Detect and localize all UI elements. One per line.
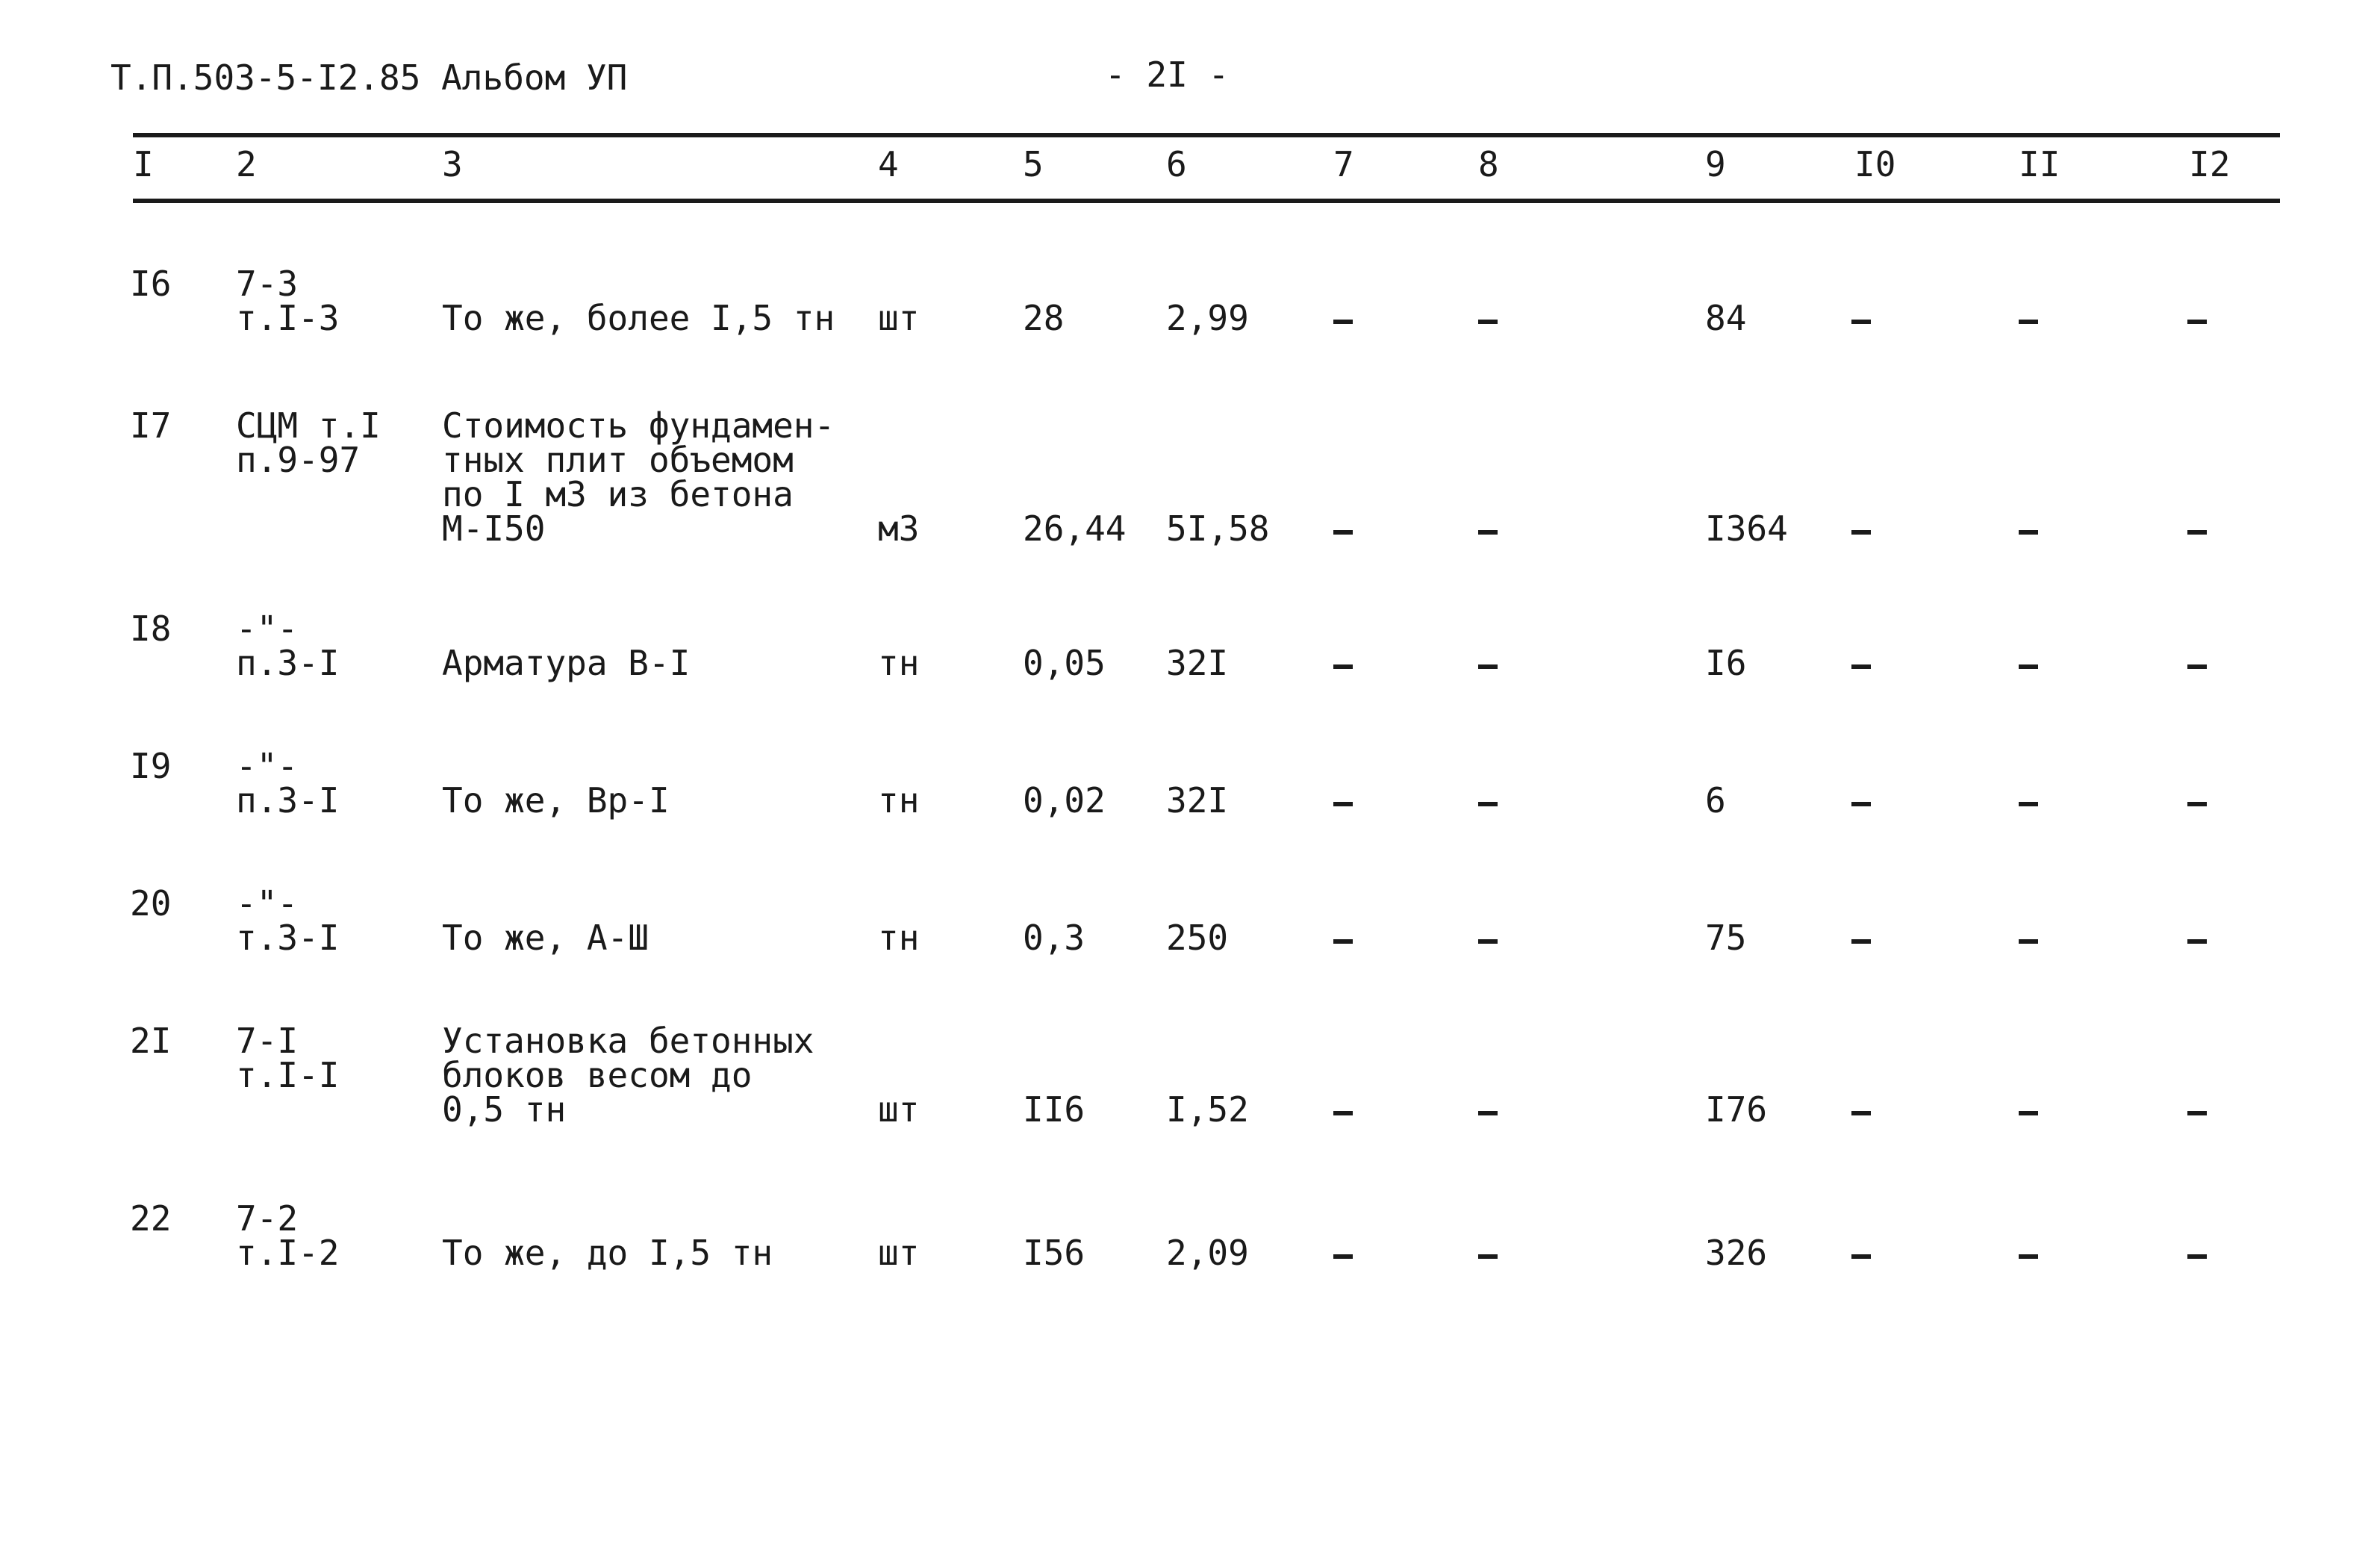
column-number: 5 [1023,146,1044,185]
quantity: 26,44 [1023,511,1127,550]
work-name: тных плит объемом [442,442,794,481]
row-number: I8 [130,611,172,650]
empty-dash-c7 [1333,939,1353,944]
norm-code: -"- [236,611,299,650]
total-cost: 75 [1705,920,1747,959]
column-number: 8 [1478,146,1499,185]
empty-dash-c8 [1478,802,1498,806]
empty-dash-c11 [2019,1111,2038,1115]
norm-code: п.3-I [236,782,340,821]
work-name: М-I50 [442,511,546,550]
column-number: 6 [1166,146,1187,185]
norm-code: 7-I [236,1023,299,1062]
empty-dash-c10 [1851,802,1871,806]
work-name: Установка бетонных [442,1023,814,1062]
empty-dash-c12 [2187,939,2207,944]
empty-dash-c7 [1333,1111,1353,1115]
empty-dash-c11 [2019,1254,2038,1259]
work-name: Стоимость фундамен- [442,408,835,446]
unit-price: 250 [1166,920,1229,959]
row-number: 22 [130,1201,172,1239]
table-header-rule [133,199,2280,203]
unit-price: 32I [1166,645,1229,684]
work-name: То же, Вр-I [442,782,670,821]
norm-code: т.I-I [236,1057,340,1096]
empty-dash-c7 [1333,320,1353,324]
norm-code: 7-2 [236,1201,299,1239]
total-cost: 6 [1705,782,1726,821]
norm-code: т.3-I [236,920,340,959]
column-number: I0 [1854,146,1896,185]
column-number: II [2019,146,2060,185]
norm-code: -"- [236,748,299,787]
quantity: 0,02 [1023,782,1106,821]
quantity: 0,05 [1023,645,1106,684]
work-name: То же, А-Ш [442,920,649,959]
quantity: 0,3 [1023,920,1085,959]
norm-code: -"- [236,885,299,924]
quantity: I56 [1023,1235,1085,1274]
total-cost: I6 [1705,645,1747,684]
norm-code: п.3-I [236,645,340,684]
empty-dash-c7 [1333,1254,1353,1259]
column-number: I [133,146,154,185]
norm-code: 7-3 [236,266,299,305]
row-number: 2I [130,1023,172,1062]
empty-dash-c8 [1478,1111,1498,1115]
unit-price: 32I [1166,782,1229,821]
norm-code: СЦМ т.I [236,408,381,446]
unit-price: 2,09 [1166,1235,1249,1274]
unit: шт [878,1092,920,1130]
work-name: То же, более I,5 тн [442,300,835,339]
empty-dash-c8 [1478,1254,1498,1259]
empty-dash-c10 [1851,1111,1871,1115]
unit: шт [878,1235,920,1274]
column-number: I2 [2189,146,2231,185]
unit-price: 2,99 [1166,300,1249,339]
table-top-rule [133,133,2280,137]
row-number: I7 [130,408,172,446]
empty-dash-c11 [2019,664,2038,669]
empty-dash-c10 [1851,1254,1871,1259]
row-number: I6 [130,266,172,305]
empty-dash-c8 [1478,530,1498,535]
row-number: I9 [130,748,172,787]
work-name: 0,5 тн [442,1092,567,1130]
column-number: 2 [236,146,257,185]
unit: м3 [878,511,920,550]
total-cost: 326 [1705,1235,1768,1274]
total-cost: I364 [1705,511,1788,550]
empty-dash-c10 [1851,320,1871,324]
empty-dash-c10 [1851,939,1871,944]
quantity: II6 [1023,1092,1085,1130]
empty-dash-c11 [2019,939,2038,944]
work-name: То же, до I,5 тн [442,1235,773,1274]
norm-code: т.I-3 [236,300,340,339]
empty-dash-c7 [1333,530,1353,535]
empty-dash-c11 [2019,802,2038,806]
unit: тн [878,645,920,684]
norm-code: п.9-97 [236,442,361,481]
empty-dash-c7 [1333,664,1353,669]
empty-dash-c12 [2187,1254,2207,1259]
row-number: 20 [130,885,172,924]
column-number: 4 [878,146,899,185]
unit: тн [878,920,920,959]
empty-dash-c11 [2019,530,2038,535]
norm-code: т.I-2 [236,1235,340,1274]
unit: тн [878,782,920,821]
work-name: Арматура В-I [442,645,691,684]
unit: шт [878,300,920,339]
document-code: Т.П.503-5-I2.85 Альбом УП [110,60,628,99]
empty-dash-c8 [1478,939,1498,944]
empty-dash-c12 [2187,320,2207,324]
total-cost: 84 [1705,300,1747,339]
empty-dash-c10 [1851,664,1871,669]
empty-dash-c10 [1851,530,1871,535]
empty-dash-c7 [1333,802,1353,806]
column-number: 9 [1705,146,1726,185]
page-number: - 2I - [1105,57,1230,96]
empty-dash-c12 [2187,802,2207,806]
column-number: 7 [1333,146,1354,185]
empty-dash-c8 [1478,664,1498,669]
empty-dash-c12 [2187,664,2207,669]
unit-price: I,52 [1166,1092,1249,1130]
empty-dash-c12 [2187,1111,2207,1115]
column-number: 3 [442,146,463,185]
empty-dash-c11 [2019,320,2038,324]
total-cost: I76 [1705,1092,1768,1130]
unit-price: 5I,58 [1166,511,1270,550]
work-name: по I м3 из бетона [442,476,794,515]
empty-dash-c12 [2187,530,2207,535]
work-name: блоков весом до [442,1057,753,1096]
quantity: 28 [1023,300,1065,339]
empty-dash-c8 [1478,320,1498,324]
